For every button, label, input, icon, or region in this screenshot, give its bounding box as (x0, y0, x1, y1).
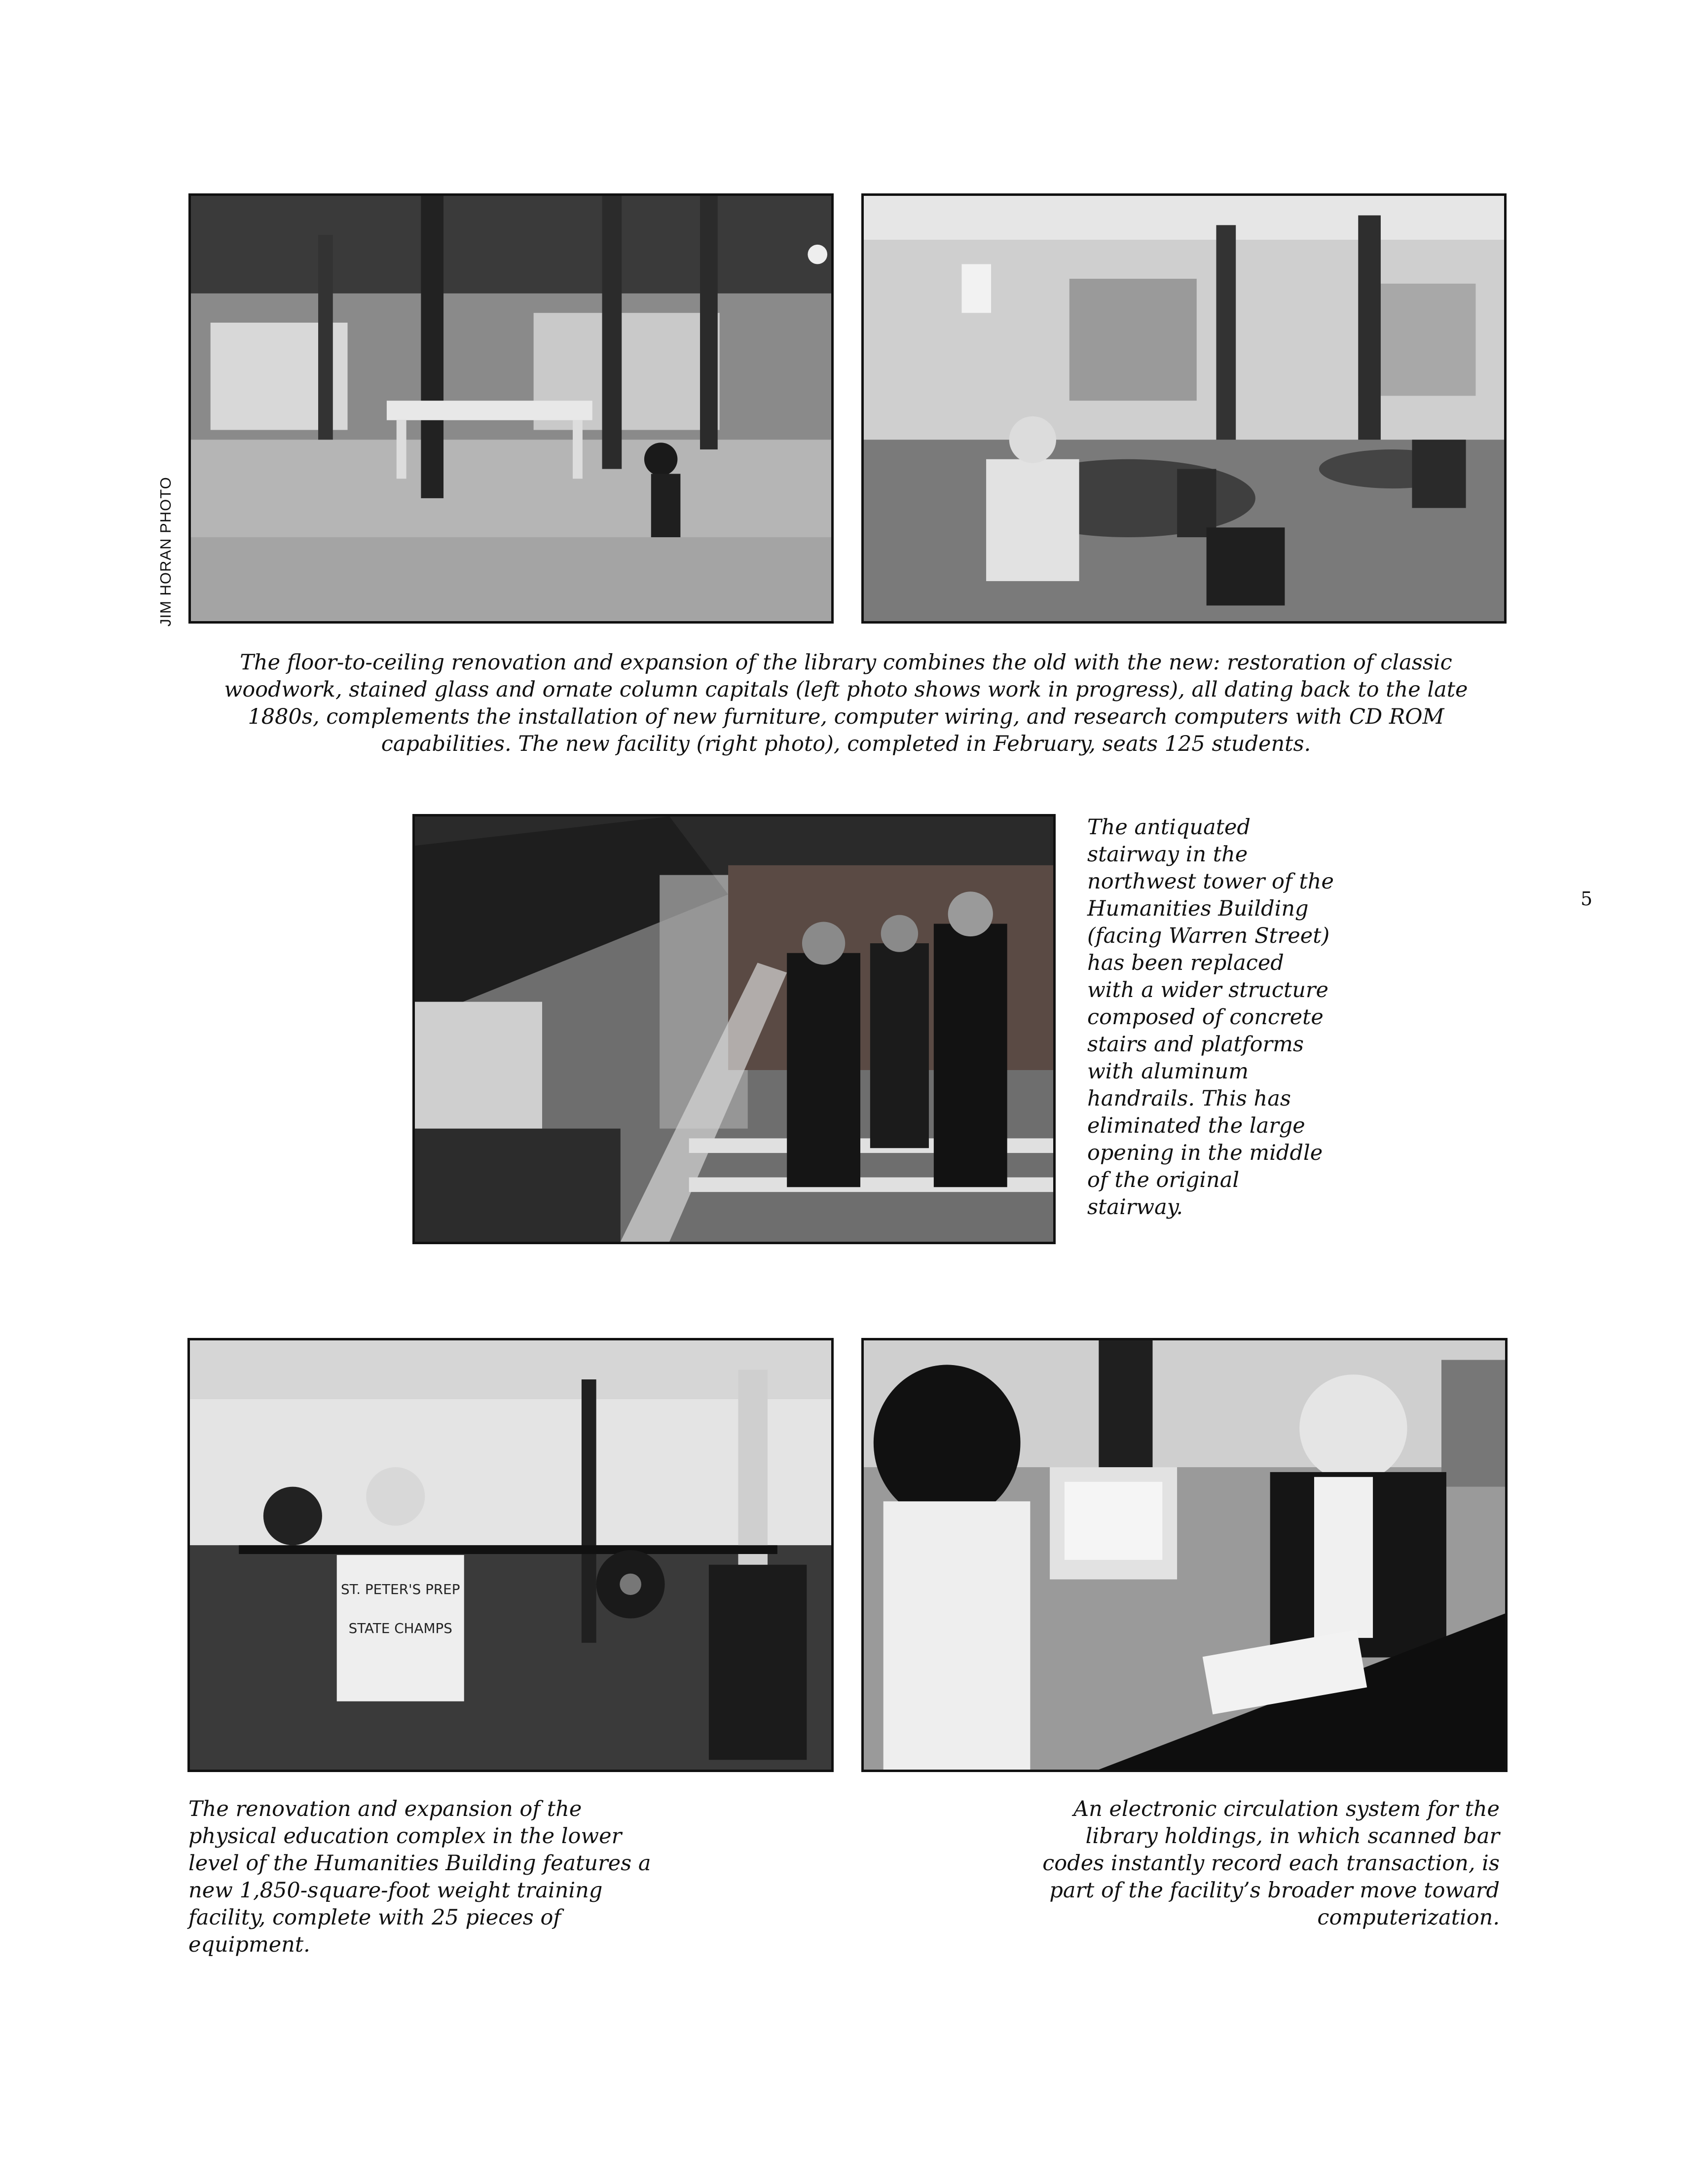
photo-library-renovation (188, 193, 834, 624)
shirt-text-line1: ST. PETER'S PREP (340, 1581, 460, 1598)
caption-stairway: The antiquated stairway in the northwest tower of the Humanities Building (facing Warren Street) has been replaced with a wider structure composed of concrete stairs and platforms with aluminum handrails. This has eliminated the large opening in the middle of the original stairway. (1087, 815, 1334, 1220)
photo-weight-room (187, 1338, 834, 1772)
shirt-text-line2: STATE CHAMPS (348, 1620, 452, 1637)
circulation-desk-image (864, 1340, 1505, 1770)
library-new-image (864, 196, 1504, 621)
caption-library: The floor-to-ceiling renovation and expansion of the library combines the old with the new: restoration of classic woodwork, stained glass and ornate column capitals (left photo shows work in progress), all dating back to the late 1880s, complements the installation of new furniture, computer wiring, and research computers with CD ROM capabilities. The new facility (right photo), completed in February, seats 125 students. (224, 650, 1468, 756)
page-number: 5 (1581, 888, 1593, 910)
photo-library-new (861, 193, 1507, 624)
photo-credit: JIM HORAN PHOTO (157, 477, 174, 627)
library-renovation-image (191, 196, 831, 621)
caption-gym: The renovation and expansion of the physical education complex in the lower level of the Humanities Building features a new 1,850-square-foot weight training facility, complete with 25 pieces of equipment. (188, 1797, 651, 1957)
photo-circulation-desk (861, 1338, 1508, 1772)
caption-circulation: An electronic circulation system for the library holdings, in which scanned bar codes instantly record each transaction, is part of the facility’s broader move toward computerization. (1042, 1797, 1500, 1930)
photo-stairway (412, 814, 1056, 1244)
weight-room-image (190, 1340, 831, 1770)
stairway-image (415, 816, 1053, 1242)
